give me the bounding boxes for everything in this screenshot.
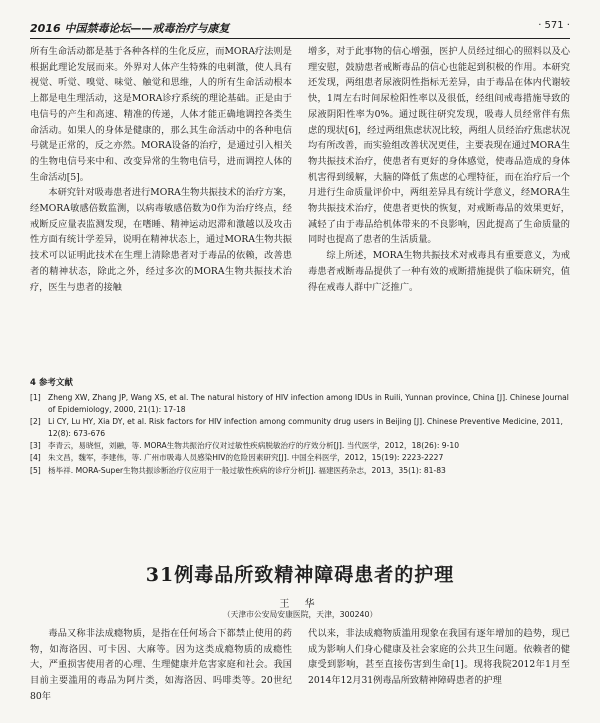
reference-item — [30, 392, 570, 415]
paragraph: 综上所述，MORA生物共振技术对戒毒具有重要意义，为戒毒患者戒断毒品提供了一种有效的戒断措施提供了临床研究，值得在戒毒人群中广泛推广。 — [308, 250, 570, 293]
paragraph: 本研究针对吸毒患者进行MORA生物共振技术的治疗方案，经MORA敏感倍数监测，以病毒敏感倍数为0作为治疗终点，经戒断反应量表监测发现，在嗜睡、精神运动迟滞和激越以及攻击性方面有统计学差异，说明在精神状态上，通过MORA生物共振技术可以证明此技术在生理上清除患者对于毒品的依赖，改善患者的精神状态，除此之外，经过多次的MORA生物共振技术治疗，医生与患者的接触 — [30, 187, 292, 293]
reference-number: [4] — [30, 453, 41, 463]
reference-text: 朱文昌，魏军，李建伟，等. 广州市吸毒人员感染HIV的危险因素研究[J]. 中国全科医学，2012，15(19): 2223-2227 — [48, 453, 444, 463]
reference-number: [3] — [30, 441, 41, 451]
reference-text: 李青云，易晓恒，刘融，等. MORA生物共振治疗仪对过敏性疾病脱敏治疗的疗效分析[J]. 当代医学，2012，18(26): 9-10 — [48, 441, 460, 451]
reference-number: [5] — [30, 465, 41, 475]
reference-text: Zheng XW, Zhang JP, Wang XS, et al. The natural history of HIV infection among IDUs in Ruili, Yunnan province, China [J]. Chinese Journal of Epidemiology, 2000, 21(1): 17-18 — [48, 393, 569, 414]
article-affiliation: （天津市公安局安康医院，天津，300240） — [222, 610, 378, 619]
references-title: 4 参考文献 — [30, 378, 73, 388]
reference-item — [30, 452, 570, 463]
reference-item — [30, 440, 570, 451]
article-title: 31例毒品所致精神障碍患者的护理 — [145, 564, 455, 586]
right-column-text — [308, 44, 570, 295]
reference-number: [1] — [30, 393, 41, 403]
article-author: 王 华 — [279, 599, 321, 610]
paragraph: 增多，对于此事物的信心增强，医护人员经过细心的照料以及心理安慰，鼓励患者戒断毒品的信心也能起到积极的作用。本研究还发现，两组患者尿液阴性指标无差异，由于毒品在体内代谢较快，1周左右时间尿检阳性率以及很低，经组间戒毒措施导致的尿液阴阳性率为0%。通过既往研究发现，吸毒人员经常伴有焦虑的现状[6]，经过两组焦虑状况比较，两组人员经治疗焦虑状况均有所改善，而实验组改善状况更佳，主要表现在通过MORA生物共振技术治疗，使患者有更好的身体感觉，使毒品造成的身体机害得到缓解，大脑的降低了焦虑的心理特征，而在治疗后一个月进行生命质量评价中，两组差异具有统计学意义，经MORA生物共振技术治疗，使患者更快的恢复，对戒断毒品的效果更好，减轻了由于毒品给机体带来的不良影响，因此提高了生命质量的同时也提高了患者的生活质量。 — [308, 46, 570, 246]
reference-item — [30, 416, 570, 439]
page-number: · 571 · — [538, 20, 570, 31]
paragraph: 毒品又称非法成瘾物质，是指在任何场合下都禁止使用的药物，如海洛因、可卡因、大麻等。因为这类成瘾物质的成瘾性大，严重损害使用者的心理、生理健康并危害家庭和社会。我国目前主要滥用的毒品为阿片类，如海洛因、吗啡类等。20世纪80年 — [30, 628, 292, 702]
left-column-text — [30, 44, 292, 295]
reference-text: Li CY, Lu HY, Xia DY, et al. Risk factors for HIV infection among community drug users in Beijing [J]. Chinese Preventive Medicine, 2011, 12(8): 673-676 — [48, 417, 563, 438]
paragraph: 所有生命活动都是基于各种各样的生化反应，而MORA疗法则是根据此理论发展而来。外界对人体产生特殊的电刺激，使人具有视觉、听觉、嗅觉、味觉、触觉和思维，人的所有生命活动根本上都是电生理活动，这是MORA诊疗系统的理论基础。正是由于电信号的产生和高速、精准的传递，人体才能正确地调控各类生命活动。如果人的身体是健康的，那么其生命活动中的各种电信号就是正常的，反之亦然。MORA设备的治疗，是通过引入相关的生物电信号来中和、改变异常的生物电信号，进而调控人体的生命活动[5]。 — [30, 46, 292, 183]
journal-header: 2016 中国禁毒论坛——戒毒治疗与康复 — [30, 22, 230, 35]
running-header — [30, 18, 570, 39]
paragraph: 代以来，非法成瘾物质滥用现象在我国有逐年增加的趋势，现已成为影响人们身心健康及社会家庭的公共卫生问题。依赖者的健康受到影响，甚至直接伤害到生命[1]。现将我院2012年1月至2014年12月31例毒品所致精神障碍患者的护理 — [308, 628, 570, 687]
reference-number: [2] — [30, 417, 41, 427]
article-right-column — [308, 626, 570, 689]
reference-text: 杨毕祥. MORA-Super生物共振诊断治疗仪应用于一般过敏性疾病的诊疗分析[J]. 福建医药杂志，2013，35(1): 81-83 — [48, 465, 446, 475]
references — [30, 378, 570, 477]
reference-item — [30, 465, 570, 476]
article-left-column — [30, 626, 292, 705]
